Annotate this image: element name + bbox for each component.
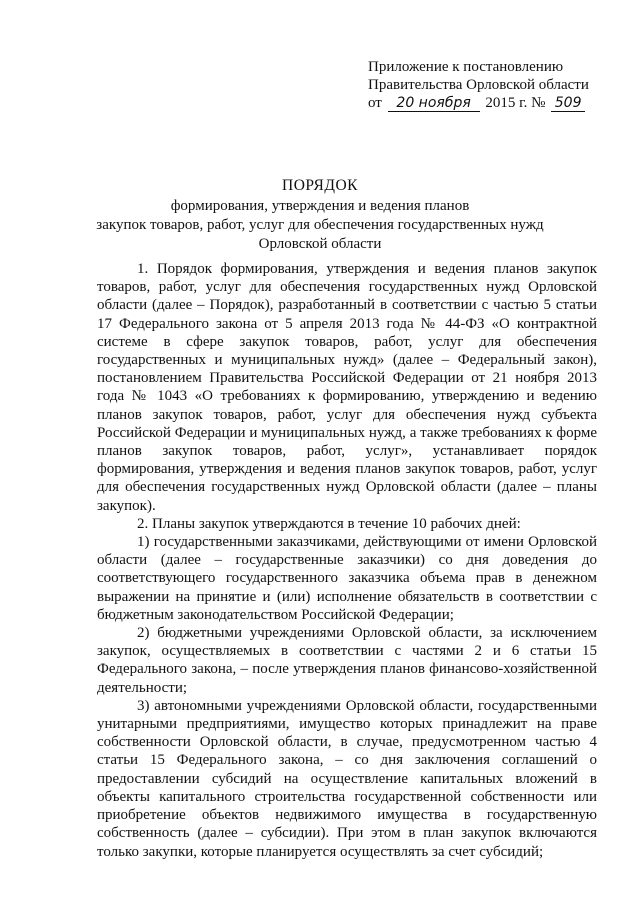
appendix-prefix: от [368,95,382,111]
title-line-3: Орловской области [258,236,382,252]
paragraph-2-item-2: 2) бюджетными учреждениями Орловской области, за исключением закупок, осуществляемых в соответствии с частями 2 и 6 статьи 15 Федерального закона, – после утверждения планов финансово-хозяйственной деятельности; [97,625,597,696]
appendix-line-1: Приложение к постановлению [368,59,564,75]
document-title [0,176,640,254]
title-line-1: формирования, утверждения и ведения планов [170,198,470,214]
paragraph-2-item-1: 1) государственными заказчиками, действующими от имени Орловской области (далее – государственные заказчики) со дня доведения до соответствующего государственного заказчика объема прав в денежном выражении на принятие и (или) исполнение обязательств в соответствии с бюджетным законодательством Российской Федерации; [97,534,597,623]
appendix-header [368,58,628,112]
paragraph-2: 2. Планы закупок утверждаются в течение 10 рабочих дней: [137,515,521,532]
appendix-line-2: Правительства Орловской области [368,77,589,93]
paragraph-2-item-3: 3) автономными учреждениями Орловской области, государственными унитарными предприятиями, имущество которых принадлежит на праве собственности Орловской области, в случае, предусмотренном частью 4 статьи 15 Федерального закона, – со дня заключения соглашений о предоставлении субсидий на осуществление капитальных вложений в объекты капитального строительства государственной собственности или приобретение объектов недвижимого имущества в государственную собственность (далее – субсидии). При этом в план закупок включаются только закупки, которые планируется осуществлять за счет субсидий; [97,697,597,860]
appendix-line-3 [368,94,628,112]
paragraph-1: 1. Порядок формирования, утверждения и ведения планов закупок товаров, работ, услуг для обеспечения государственных нужд Орловской области (далее – Порядок), разработанный в соответствии с частью 5 статьи 17 Федерального закона от 5 апреля 2013 года № 44-ФЗ «О контрактной системе в сфере закупок товаров, работ, услуг для обеспечения государственных и муниципальных нужд» (далее – Федеральный закон), постановлением Правительства Российской Федерации от 21 ноября 2013 года № 1043 «О требованиях к формированию, утверждению и ведению планов закупок товаров, работ, услуг для обеспечения нужд субъекта Российской Федерации и муниципальных нужд, а также требованиях к форме планов закупок товаров, работ, услуг», устанавливает порядок формирования, утверждения и ведения планов закупок товаров, работ, услуг для обеспечения государственных нужд Орловской области (далее – планы закупок). [97,261,597,514]
handwritten-date: 20 ноября [388,96,480,112]
handwritten-number: 509 [551,96,585,112]
title-line-2: закупок товаров, работ, услуг для обеспечения государственных нужд [96,217,544,233]
appendix-year: 2015 г. № [485,95,546,111]
title-main: ПОРЯДОК [282,177,358,194]
document-body [97,260,597,861]
